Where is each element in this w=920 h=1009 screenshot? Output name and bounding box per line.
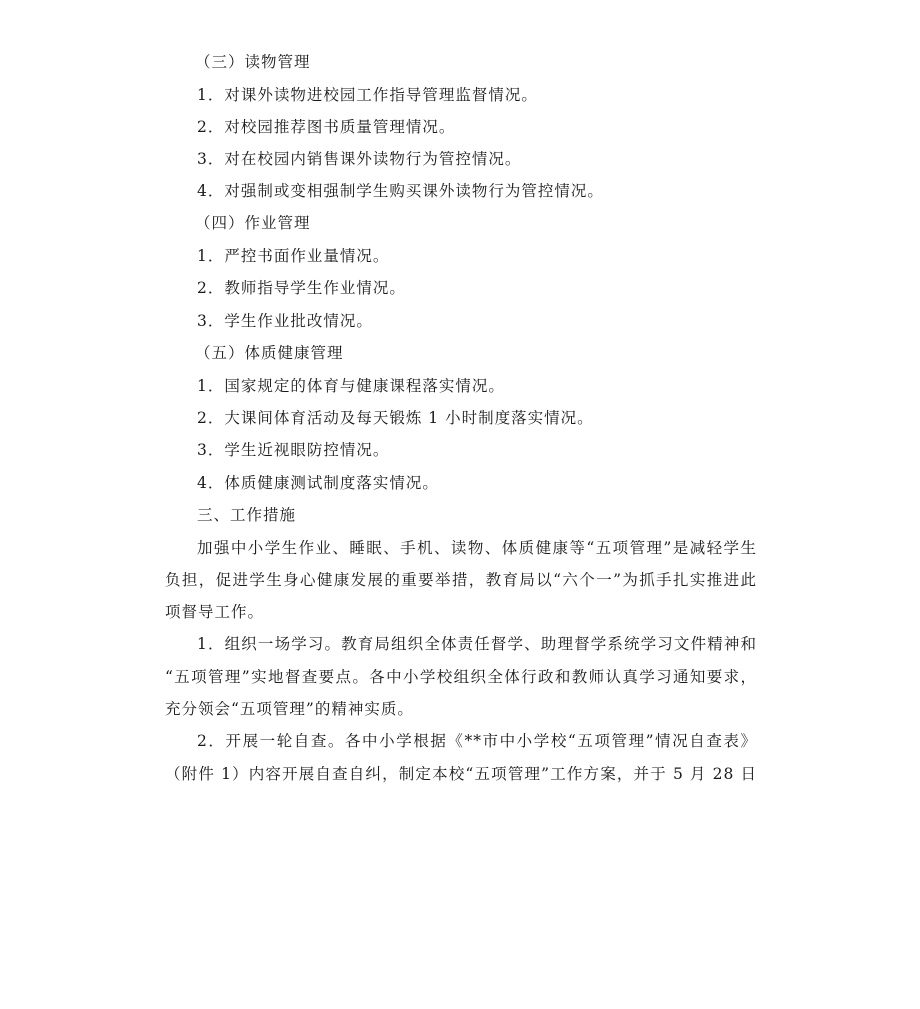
- part-3-heading: 三、工作措施: [197, 506, 297, 524]
- measure-1-line-1: 1．组织一场学习。教育局组织全体责任督学、助理督学系统学习文件精神和: [197, 635, 757, 653]
- section-3-item-2: 2．对校园推荐图书质量管理情况。: [197, 118, 456, 136]
- section-5-item-1: 1．国家规定的体育与健康课程落实情况。: [197, 377, 505, 395]
- section-3-heading: （三）读物管理: [195, 53, 311, 71]
- section-5-item-2: 2．大课间体育活动及每天锻炼 1 小时制度落实情况。: [197, 409, 594, 427]
- section-4-heading: （四）作业管理: [195, 214, 311, 232]
- section-5-item-4: 4．体质健康测试制度落实情况。: [197, 474, 439, 492]
- measure-1-line-3: 充分领会“五项管理”的精神实质。: [165, 700, 414, 718]
- section-4-item-3: 3．学生作业批改情况。: [197, 312, 373, 330]
- intro-paragraph-line-2: 负担，促进学生身心健康发展的重要举措，教育局以“六个一”为抓手扎实推进此: [165, 571, 757, 589]
- intro-paragraph-line-1: 加强中小学生作业、睡眠、手机、读物、体质健康等“五项管理”是减轻学生: [197, 539, 757, 557]
- section-4-item-2: 2．教师指导学生作业情况。: [197, 279, 406, 297]
- section-3-item-4: 4．对强制或变相强制学生购买课外读物行为管控情况。: [197, 182, 604, 200]
- measure-1-line-2: “五项管理”实地督查要点。各中小学校组织全体行政和教师认真学习通知要求，: [165, 668, 757, 686]
- section-5-item-3: 3．学生近视眼防控情况。: [197, 441, 390, 459]
- measure-2-line-1: 2．开展一轮自查。各中小学根据《**市中小学校“五项管理”情况自查表》: [197, 732, 757, 750]
- section-5-heading: （五）体质健康管理: [195, 344, 344, 362]
- section-4-item-1: 1．严控书面作业量情况。: [197, 247, 390, 265]
- measure-2-line-2: （附件 1）内容开展自查自纠，制定本校“五项管理”工作方案，并于 5 月 28 日: [165, 765, 757, 783]
- section-3-item-3: 3．对在校园内销售课外读物行为管控情况。: [197, 150, 522, 168]
- intro-paragraph-line-3: 项督导工作。: [165, 603, 265, 621]
- section-3-item-1: 1．对课外读物进校园工作指导管理监督情况。: [197, 86, 538, 104]
